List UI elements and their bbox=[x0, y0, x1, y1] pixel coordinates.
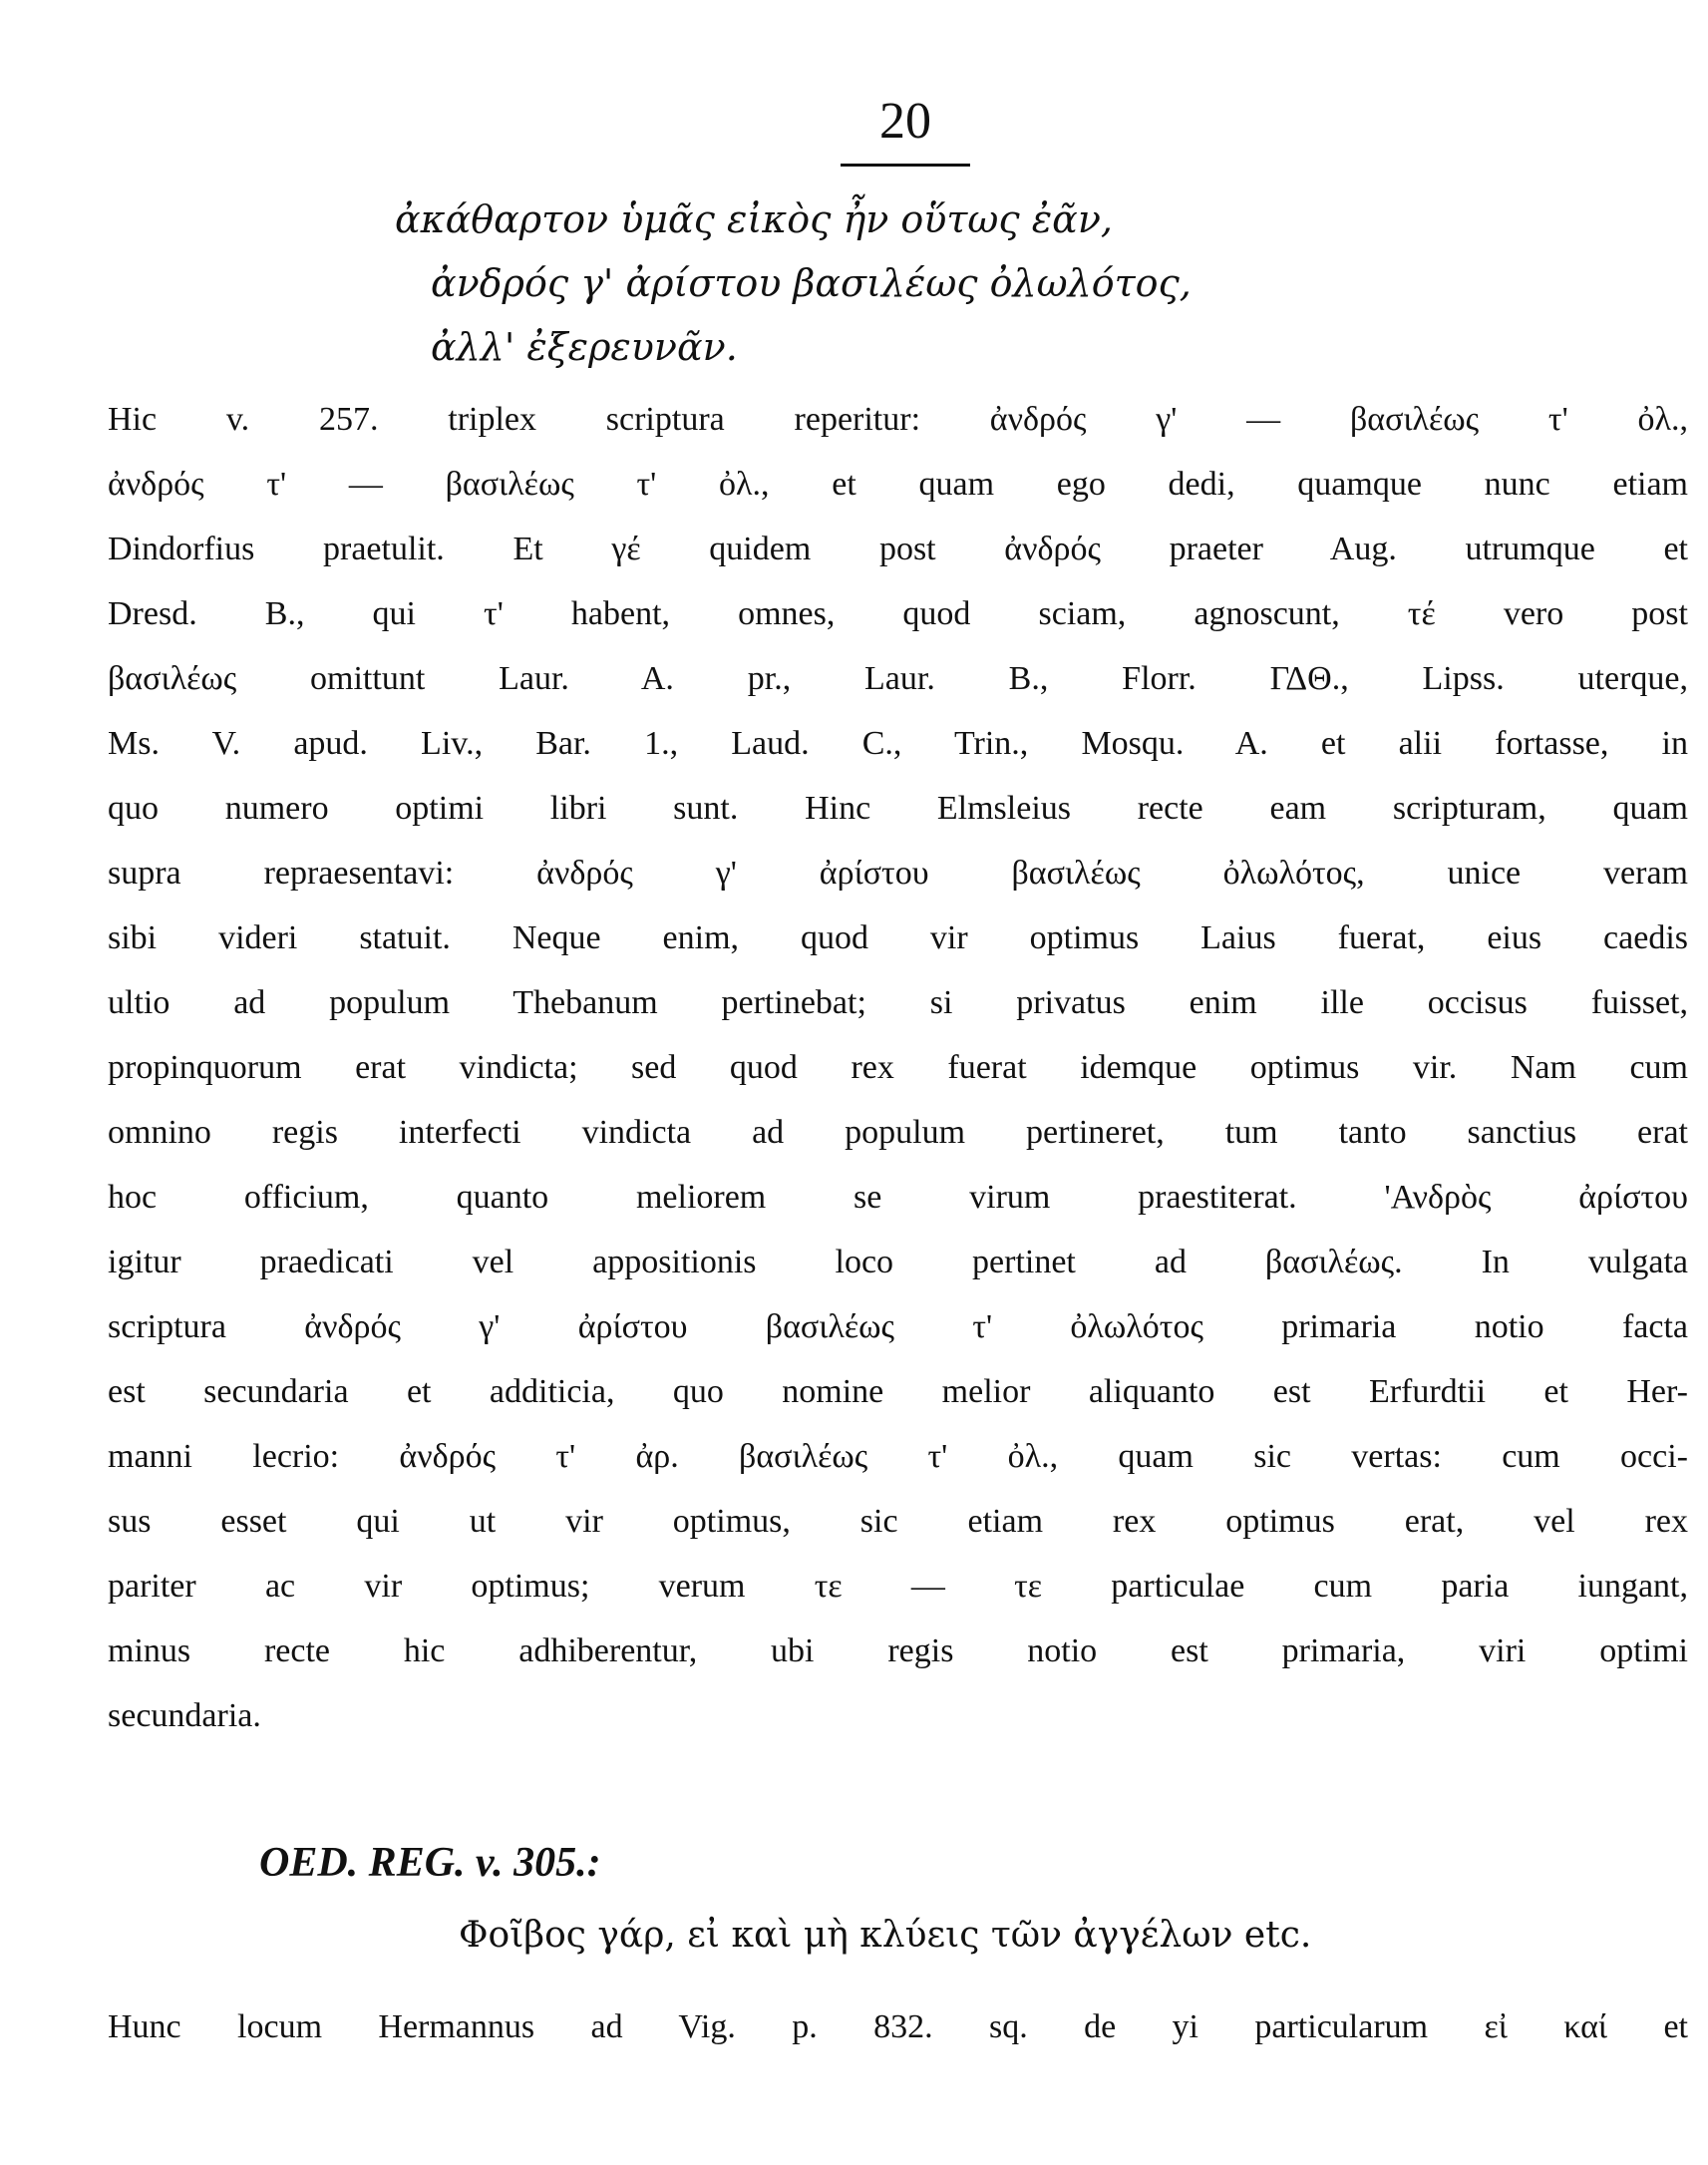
text-line: secundaria. bbox=[108, 1697, 261, 1734]
section-heading: OED. REG. v. 305.: bbox=[259, 1840, 601, 1886]
text-line: Hic v. 257. triplex scriptura reperitur: ἀνδρός γ' — βασιλέως τ' ὀλ., bbox=[108, 401, 1688, 438]
text-line: sibi videri statuit. Neque enim, quod vir optimus Laius fuerat, eius caedis bbox=[108, 919, 1688, 956]
text-line: ἀνδρός τ' — βασιλέως τ' ὀλ., et quam ego dedi, quamque nunc etiam bbox=[108, 466, 1688, 503]
verse-line-1: ἀκάθαρτον ὑμᾶς εἰκὸς ἦν οὕτως ἐᾶν, bbox=[395, 197, 1113, 241]
verse-line-2: ἀνδρός γ' ἀρίστου βασιλέως ὀλωλότος, bbox=[431, 261, 1192, 305]
text-line: hoc officium, quanto meliorem se virum praestiterat. 'Ανδρὸς ἀρίστου bbox=[108, 1179, 1688, 1216]
text-line: scriptura ἀνδρός γ' ἀρίστου βασιλέως τ' ὀλωλότος primaria notio facta bbox=[108, 1308, 1688, 1345]
text-line: βασιλέως omittunt Laur. A. pr., Laur. B., Florr. ΓΔΘ., Lipss. uterque, bbox=[108, 660, 1688, 697]
text-line: igitur praedicati vel appositionis loco pertinet ad βασιλέως. In vulgata bbox=[108, 1244, 1688, 1280]
text-line: supra repraesentavi: ἀνδρός γ' ἀρίστου βασιλέως ὀλωλότος, unice veram bbox=[108, 855, 1688, 892]
text-line: propinquorum erat vindicta; sed quod rex fuerat idemque optimus vir. Nam cum bbox=[108, 1049, 1688, 1086]
text-line: Ms. V. apud. Liv., Bar. 1., Laud. C., Trin., Mosqu. A. et alii fortasse, in bbox=[108, 725, 1688, 762]
text-line: manni lecrio: ἀνδρός τ' ἀρ. βασιλέως τ' ὀλ., quam sic vertas: cum occi- bbox=[108, 1438, 1688, 1475]
verse-line-3: ἀλλ' ἐξερευνᾶν. bbox=[431, 325, 738, 369]
text-line: Hunc locum Hermannus ad Vig. p. 832. sq. de yi particularum εἰ καί et bbox=[108, 2008, 1688, 2045]
text-line: Dresd. B., qui τ' habent, omnes, quod sciam, agnoscunt, τέ vero post bbox=[108, 595, 1688, 632]
text-line: ultio ad populum Thebanum pertinebat; si privatus enim ille occisus fuisset, bbox=[108, 984, 1688, 1021]
quoted-verse: Φοῖβος γάρ, εἰ καὶ μὴ κλύεις τῶν ἀγγέλων etc. bbox=[459, 1915, 1312, 1956]
text-line: quo numero optimi libri sunt. Hinc Elmsleius recte eam scripturam, quam bbox=[108, 790, 1688, 827]
text-line: Dindorfius praetulit. Et γέ quidem post ἀνδρός praeter Aug. utrumque et bbox=[108, 531, 1688, 567]
continuation-paragraph bbox=[108, 1994, 1688, 2059]
text-line: est secundaria et additicia, quo nomine melior aliquanto est Erfurdtii et Her- bbox=[108, 1373, 1688, 1410]
page-number: 20 bbox=[879, 93, 931, 150]
text-line: sus esset qui ut vir optimus, sic etiam rex optimus erat, vel rex bbox=[108, 1503, 1688, 1540]
commentary-paragraph bbox=[108, 387, 1688, 1748]
text-line: minus recte hic adhiberentur, ubi regis notio est primaria, viri optimi bbox=[108, 1632, 1688, 1669]
text-line: pariter ac vir optimus; verum τε — τε particulae cum paria iungant, bbox=[108, 1568, 1688, 1605]
text-line: omnino regis interfecti vindicta ad populum pertineret, tum tanto sanctius erat bbox=[108, 1114, 1688, 1151]
page-number-rule bbox=[841, 164, 970, 167]
